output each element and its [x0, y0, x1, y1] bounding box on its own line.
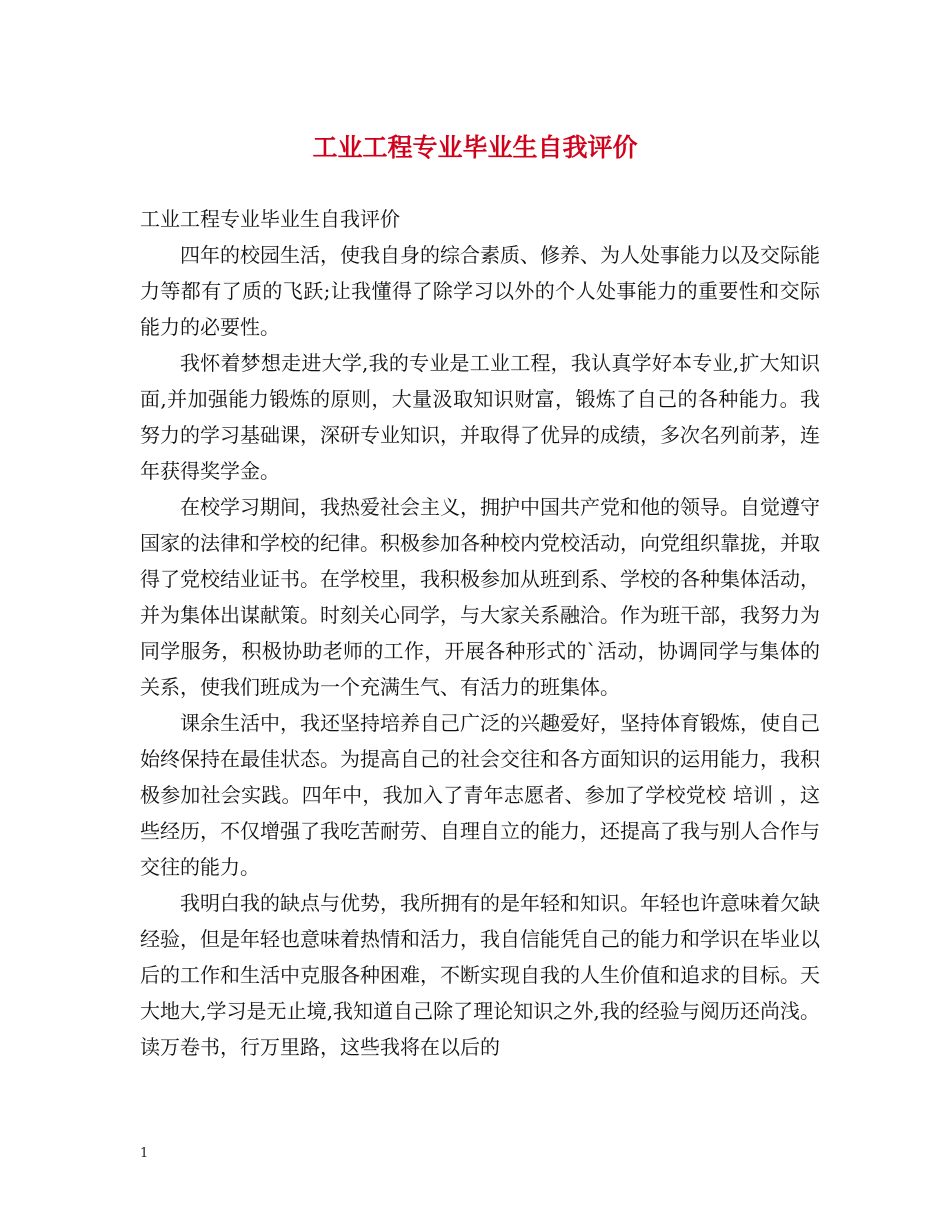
paragraph-5: 我明白我的缺点与优势，我所拥有的是年轻和知识。年轻也许意味着欠缺经验，但是年轻也意味着热情和活力，我自信能凭自己的能力和学识在毕业以后的工作和生活中克服各种困难，不断实现自我的人生价值和追求的目标。天大地大,学习是无止境,我知道自己除了理论知识之外,我的经验与阅历还尚浅。读万卷书，行万里路，这些我将在以后的	[140, 891, 820, 1059]
paragraph-2: 我怀着梦想走进大学,我的专业是工业工程，我认真学好本专业,扩大知识面,并加强能力锻炼的原则，大量汲取知识财富，锻炼了自己的各种能力。我努力的学习基础课，深研专业知识，并取得了优异的成绩，多次名列前茅，连年获得奖学金。	[140, 351, 820, 483]
page-number: 1	[140, 1146, 149, 1161]
paragraph-3: 在校学习期间，我热爱社会主义，拥护中国共产党和他的领导。自觉遵守国家的法律和学校的纪律。积极参加各种校内党校活动，向党组织靠拢，并取得了党校结业证书。在学校里，我积极参加从班到系、学校的各种集体活动，并为集体出谋献策。时刻关心同学，与大家关系融洽。作为班干部，我努力为同学服务，积极协助老师的工作，开展各种形式的`活动，协调同学与集体的关系，使我们班成为一个充满生气、有活力的班集体。	[140, 495, 820, 699]
document-title: 工业工程专业毕业生自我评价	[312, 133, 638, 162]
document-body	[140, 201, 820, 1065]
paragraph-1: 四年的校园生活，使我自身的综合素质、修养、为人处事能力以及交际能力等都有了质的飞跃;让我懂得了除学习以外的个人处事能力的重要性和交际能力的必要性。	[140, 243, 820, 339]
paragraph-4: 课余生活中，我还坚持培养自己广泛的兴趣爱好，坚持体育锻炼，使自己始终保持在最佳状态。为提高自己的社会交往和各方面知识的运用能力，我积极参加社会实践。四年中，我加入了青年志愿者、参加了学校党校 培训 ，这些经历，不仅增强了我吃苦耐劳、自理自立的能力，还提高了我与别人合作与交往的能力。	[140, 711, 820, 879]
document-subtitle: 工业工程专业毕业生自我评价	[140, 207, 400, 231]
